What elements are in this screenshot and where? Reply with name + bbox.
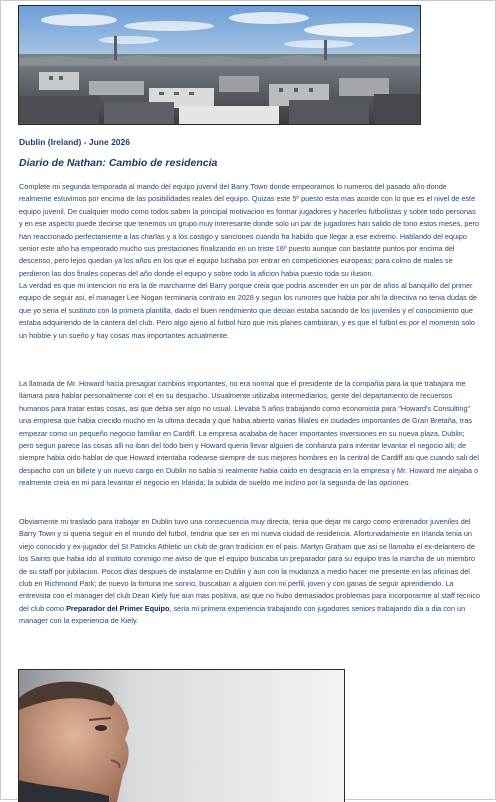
- paragraph-4-tail: , seria mi primera experiencia trabajando con jugadores seniors trabajando dia a dia con un manager con la experiencia de Kiely.: [19, 603, 466, 626]
- paragraph-3: La llamada de Mr. Howard hacia presagiar cambios importantes, no era normal que el presidente de la compañia para la que trabajara me llamara para hablar personalmente con el en su despacho. Usualmente utilizaba intermediarios, gente del departamento de recuersos humanos para tratar estas cosas, asi que debia ser algo no usual. Llevaba 5 años trabajando como economista para "Howard's Consulting" una empresa que habia crecido mucho en la ultima decada y que habia abierto varias filiales en ciudades importantes de Gran Bretaña, tras empezar como un pequeño negocio familiar en Cardiff. La empresa acababa de hacer importantes inversiones en su nueva plaza, Dublin; pero segun parece las cosas alli no iban del todo bien y Howard queria llevar alguien de confianza para intentar levantar el negocio alli; de siempre habia oido hablar de que Howard intentaba rodearse siempre de sus mejores hombres en la central de Cardiff asi que cuando sali del despacho con un billete y un nuevo cargo en Dublin no sabia si realmente habia caido en desgracia en la empresa y Mr. Howard me alejaba o realmente creia en mi para levantar el negocio en Irlanda; la subida de sueldo me inclino por la segunda de las opciones.: [19, 379, 479, 488]
- dateline: Dublin (Ireland) - June 2026: [19, 137, 130, 147]
- paragraph-4: [19, 516, 481, 628]
- role-highlight: Preparador del Primer Equipo: [66, 603, 170, 613]
- paragraph-2: La verdad es que mi intencion no era la de marcharme del Barry porque creia que podria ascender en un par de años al banquillo del primer equipo de seguir asi, el manager Lee Nogan terminaria contrato en 2028 y segun los rumores que habia por ahi la directiva no tenia dudas de que yo seria el sustituto con la primera plantilla, dado el buen rendimiento que decian estaba sacando de los juveniles y el conocimiento que estaba adquiriendo de la cantera del club. Pero algo ajeno al futbol hizo que mis planes cambiaran, y es que el futbol es por el momento solo un hobbie y un sueño y hay cosas mas importantes actualmente.: [19, 281, 477, 340]
- article-title: Diario de Nathan: Cambio de residencia: [19, 157, 218, 169]
- portrait-image: [18, 669, 345, 802]
- paragraph-1: Complete mi segunda temporada al mando del equipo juvenil del Barry Town donde empeoramos lo numeros del pasado año donde realmente estuvimos por encima de las posibilidades reales del equipo. Quizas este 5º puesto esta mas acorde con lo que es el nivel de este equipo juvenil. De cualquier modo como todos saben la principal motivacion es formar jugadores y hacerles futbolistas y sobre todo personas y en ese aspecto puede decirse que tenemos un grupo muy interesante donde solo un par de jugadores han salido de tono estos meses, pero han reaccionado perfectamente a las charlas y a los castigo y sanciones cuando ha habido que llegar a ese extremo. Hablando del equipo senior este año ha empeorado mucho sus prestaciones finalizando en un triste 16º puesto aunque con bastante puntos por encima del descenso, pero lejos quedan ya los años en los que el equipo luchaba por entrar en competiciones europeas; para colmo de males se perdieron las dos finales coperas del año donde el equipo y sobre todo la aficion habia puesto toda su ilusion.: [19, 182, 480, 278]
- paragraph-4-text: Obviamente mi traslado para trabajar en Dublin tuvo una consecuencia muy directa, tenia que dejar mi cargo como entrenador juveniles del Barry Town y si queria seguir en el mundo del futbol, tendria que ser en mi nueva ciudad de residencia. Afortunadamente en Irlanda tenia un viejo conocido y ex-jugador del St Patricks Athletic un club de gran tradicion en el pais. Martyn Graham que asi se llamaba el ex-delantero de los Saints que habia ido al instituto conmigo me aviso de que el equipo buscaba un preparador para su equipo tras la marcha de un miembro de su staff por jubilacion. Pocos dias despues de instalarme en Dublin y aun con la mudanza a medio hacer me presente en las oficinas del club en Richmond Park; de nuevo la fortuna me sonrio, buscaban a alguien con mi perfil, joven y con ganas de seguir aprendiendo. La entrevista con el manager del club Dean Kiely fue aun mas positiva, asi que no hubo demasiados problemas para incorporarme al staff tecnico del club como: [19, 517, 481, 613]
- dublin-panorama-image: [18, 5, 421, 125]
